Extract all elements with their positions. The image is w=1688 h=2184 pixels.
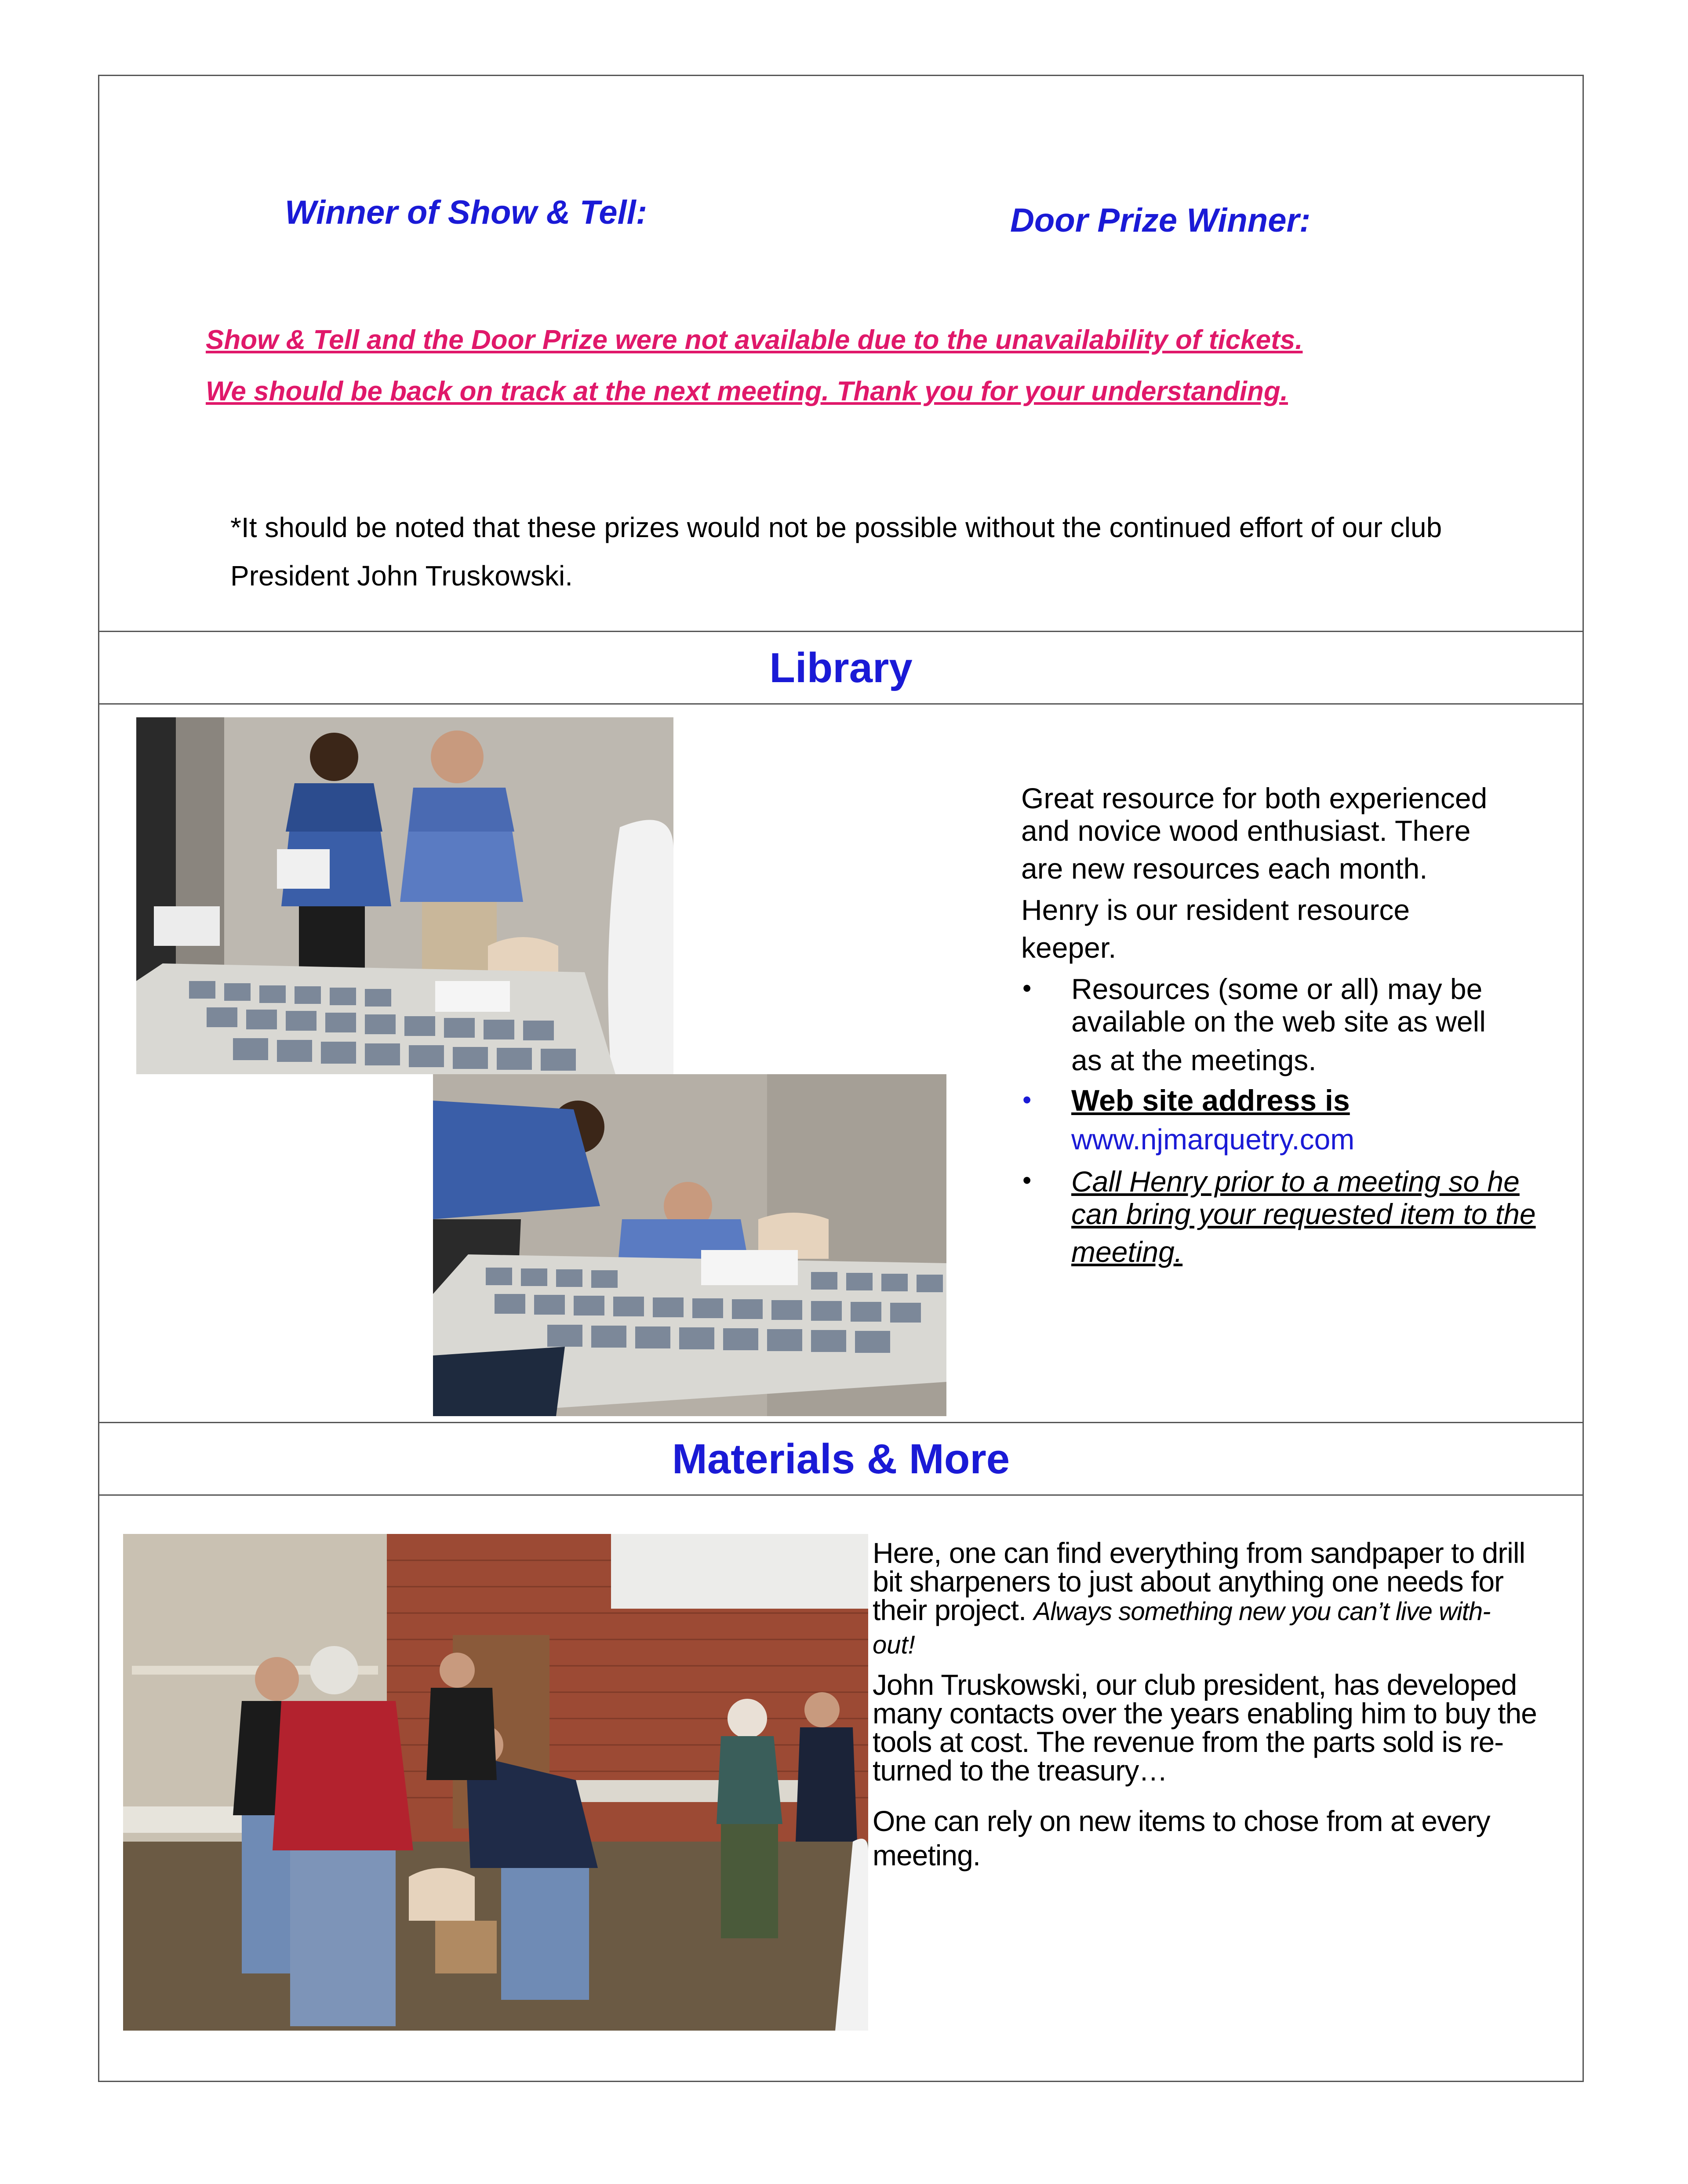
library-photo-1-image xyxy=(136,717,673,1074)
show-tell-winner-heading: Winner of Show & Tell: xyxy=(285,194,648,231)
materials-p1-italic-line-4: out! xyxy=(873,1631,915,1659)
library-bullet3-line-2: can bring your requested item to the xyxy=(1071,1198,1536,1230)
materials-photo xyxy=(123,1534,868,2031)
bullet-dot: • xyxy=(1022,1086,1032,1114)
door-prize-winner-heading: Door Prize Winner: xyxy=(1010,202,1311,239)
library-website-link[interactable]: www.njmarquetry.com xyxy=(1071,1123,1355,1156)
notice-line-2: We should be back on track at the next meeting. Thank you for your understanding. xyxy=(206,376,1288,407)
library-intro-line-3: are new resources each month. xyxy=(1021,852,1428,885)
separator-materials-bottom xyxy=(98,1494,1584,1496)
bullet-dot: • xyxy=(1022,1166,1032,1195)
library-keeper-line-2: keeper. xyxy=(1021,931,1117,964)
materials-title: Materials & More xyxy=(672,1435,1010,1483)
materials-p3-line-2: meeting. xyxy=(873,1839,981,1871)
library-photo-2 xyxy=(433,1074,946,1416)
separator-materials-top xyxy=(98,1422,1584,1423)
materials-p1-line-3 xyxy=(873,1593,1490,1628)
library-bullet1-line-1: Resources (some or all) may be xyxy=(1071,973,1483,1005)
library-bullet1-line-3: as at the meetings. xyxy=(1071,1044,1317,1076)
library-bullet3-line-1: Call Henry prior to a meeting so he xyxy=(1071,1165,1520,1198)
library-title: Library xyxy=(769,644,913,691)
note-line-1: *It should be noted that these prizes would not be possible without the continued effort of our club xyxy=(230,512,1442,543)
separator-library-top xyxy=(98,631,1584,632)
materials-p3-line-1: One can rely on new items to chose from at every xyxy=(873,1805,1490,1837)
note-line-2: President John Truskowski. xyxy=(230,560,573,592)
materials-p2-line-3: tools at cost. The revenue from the parts sold is re- xyxy=(873,1726,1504,1758)
separator-library-bottom xyxy=(98,703,1584,705)
materials-photo-image xyxy=(123,1534,868,2031)
library-bullet3-line-3: meeting. xyxy=(1071,1236,1183,1268)
library-keeper-line-1: Henry is our resident resource xyxy=(1021,894,1410,926)
materials-p2-line-4: turned to the treasury… xyxy=(873,1754,1168,1787)
materials-p1-line-3-text: their project. xyxy=(873,1594,1026,1626)
materials-p2-line-2: many contacts over the years enabling him to buy the xyxy=(873,1697,1537,1730)
materials-p1-line-2: bit sharpeners to just about anything one needs for xyxy=(873,1565,1503,1598)
library-bullet1-line-2: available on the web site as well xyxy=(1071,1005,1486,1038)
library-website-label: Web site address is xyxy=(1071,1084,1350,1117)
materials-p1-italic-line-3: Always something new you can’t live with- xyxy=(1033,1597,1491,1626)
library-photo-1 xyxy=(136,717,673,1074)
materials-p1-line-1: Here, one can find everything from sandpaper to drill xyxy=(873,1537,1525,1569)
library-intro-line-2: and novice wood enthusiast. There xyxy=(1021,814,1471,847)
library-photo-2-image xyxy=(433,1074,946,1416)
library-intro-line-1: Great resource for both experienced xyxy=(1021,782,1488,814)
notice-line-1: Show & Tell and the Door Prize were not available due to the unavailability of tickets. xyxy=(206,325,1303,355)
bullet-dot: • xyxy=(1022,974,1032,1003)
materials-p2-line-1: John Truskowski, our club president, has developed xyxy=(873,1668,1517,1701)
